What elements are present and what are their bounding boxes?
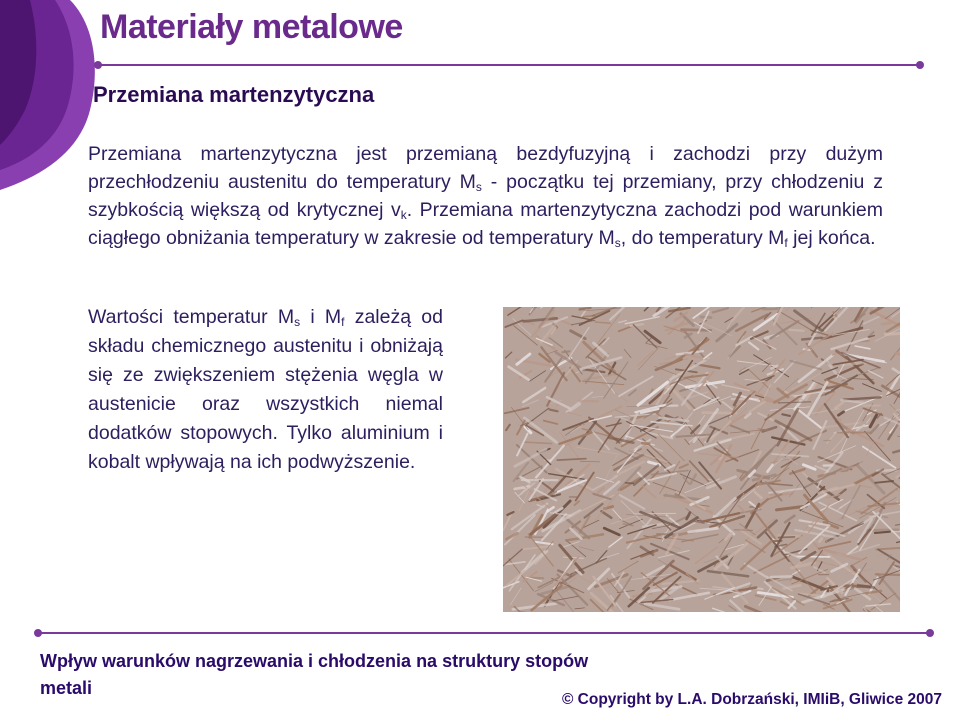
copyright-notice: © Copyright by L.A. Dobrzański, IMIiB, Gliwice 2007 <box>561 691 942 708</box>
section-subtitle: Przemiana martenzytyczna <box>93 82 375 107</box>
bottom-divider <box>38 632 930 634</box>
martensite-micrograph <box>503 307 900 612</box>
temperature-values-paragraph: Wartości temperatur $M_s$ i $M_f$ zależą od składu chemicznego austenitu i obniżają się ze zwiększeniem stężenia węgla w austenicie oraz wszystkich niemal dodatków stopowych. Tylko aluminium i kobalt wpływają na ich podwyższenie. <box>88 306 443 473</box>
intro-paragraph: Przemiana martenzytyczna jest przemianą bezdyfuzyjną i zachodzi przy dużym przechłodzeniu austenitu do temperatury $M_s$ - początku tej przemiany, przy chłodzeniu z szybkością większą od krytycznej $v_k$. Przemiana martenzytyczna zachodzi pod warunkiem ciągłego obniżania temperatury w zakresie od temperatury $M_s$, do temperatury $M_f$ jej końca. <box>88 143 883 250</box>
page-title: Materiały metalowe <box>100 8 403 46</box>
top-divider <box>98 64 920 66</box>
course-title: Wpływ warunków nagrzewania i chłodzenia na struktury stopów metali <box>40 651 589 698</box>
